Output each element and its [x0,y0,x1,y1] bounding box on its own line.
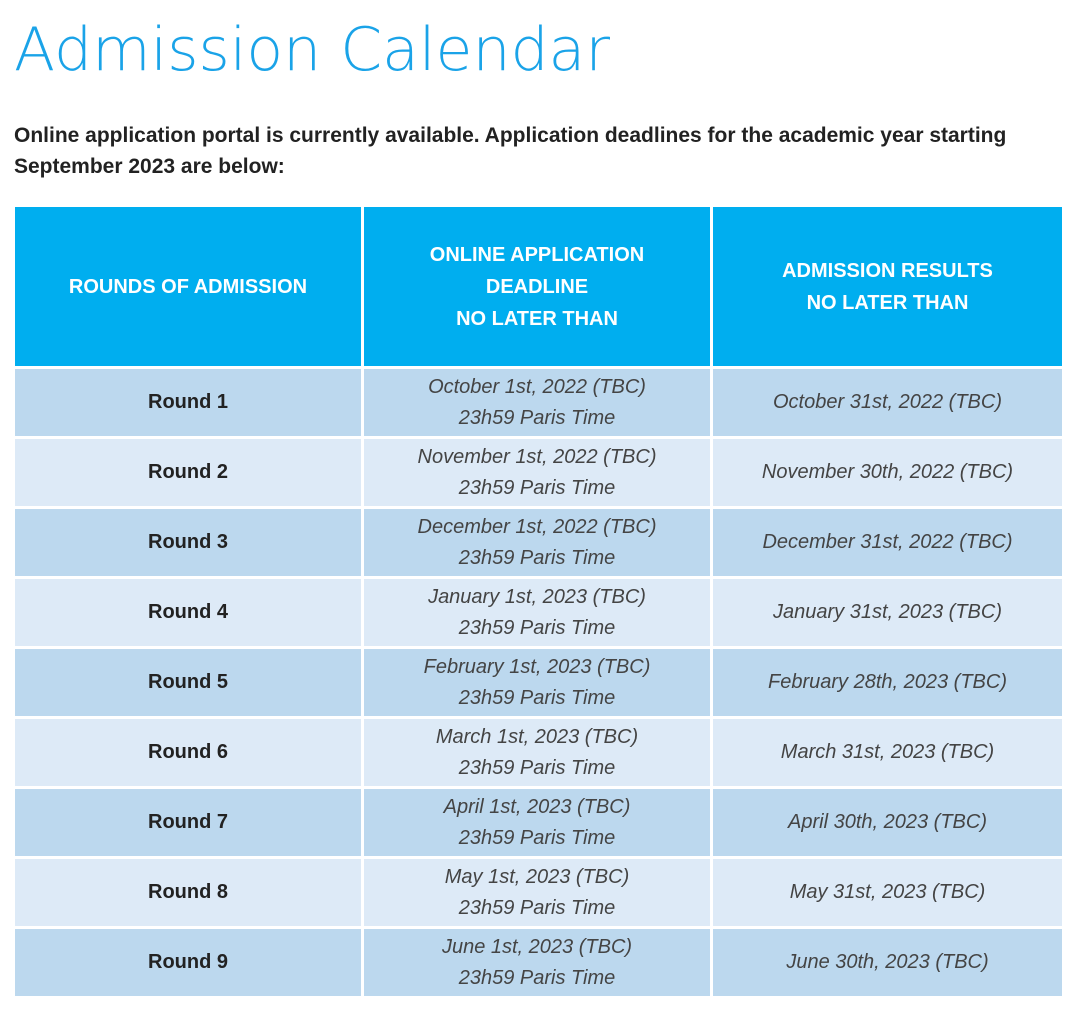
round-name-cell: Round 4 [15,579,361,646]
deadline-time: 23h59 Paris Time [458,616,616,639]
deadline-cell [364,929,710,996]
deadline-date: April 1st, 2023 (TBC) [443,795,631,818]
header-line: NO LATER THAN [456,307,618,330]
deadline-cell [364,579,710,646]
header-line: ADMISSION RESULTS [782,259,993,282]
table-row [15,649,1062,716]
header-row [15,207,1062,366]
result-cell: February 28th, 2023 (TBC) [713,649,1062,716]
page-title: Admission Calendar [14,15,610,85]
deadline-time: 23h59 Paris Time [458,826,616,849]
round-name-cell: Round 2 [15,439,361,506]
table-row [15,719,1062,786]
table-row [15,369,1062,436]
round-name-cell: Round 8 [15,859,361,926]
deadline-date: October 1st, 2022 (TBC) [428,375,646,398]
table-row [15,439,1062,506]
deadline-time: 23h59 Paris Time [458,686,616,709]
table-body [15,369,1062,996]
header-line: NO LATER THAN [806,291,969,314]
table-row [15,789,1062,856]
deadline-date: May 1st, 2023 (TBC) [444,865,630,888]
deadline-cell [364,369,710,436]
deadline-cell [364,509,710,576]
deadline-time: 23h59 Paris Time [458,476,616,499]
result-cell: January 31st, 2023 (TBC) [713,579,1062,646]
deadline-date: March 1st, 2023 (TBC) [435,725,639,748]
deadline-date: November 1st, 2022 (TBC) [417,445,657,468]
intro-text: Online application portal is currently available. Application deadlines for the academic year starting September 2023 are below: [14,124,1007,178]
round-name-cell: Round 6 [15,719,361,786]
table-row [15,929,1062,996]
result-cell: October 31st, 2022 (TBC) [713,369,1062,436]
result-cell: April 30th, 2023 (TBC) [713,789,1062,856]
round-name-cell: Round 1 [15,369,361,436]
deadline-cell [364,719,710,786]
deadline-date: January 1st, 2023 (TBC) [428,585,646,608]
deadline-time: 23h59 Paris Time [458,966,616,989]
deadline-cell [364,439,710,506]
table-row [15,579,1062,646]
deadline-time: 23h59 Paris Time [458,406,616,429]
round-name-cell: Round 5 [15,649,361,716]
deadline-date: December 1st, 2022 (TBC) [417,515,657,538]
table-row [15,509,1062,576]
admission-calendar-table [12,204,1065,999]
result-cell: November 30th, 2022 (TBC) [713,439,1062,506]
deadline-date: February 1st, 2023 (TBC) [423,655,651,678]
result-cell: December 31st, 2022 (TBC) [713,509,1062,576]
round-name-cell: Round 9 [15,929,361,996]
deadline-cell [364,649,710,716]
header-admission-results [713,207,1062,366]
table-row [15,859,1062,926]
round-name-cell: Round 3 [15,509,361,576]
result-cell: March 31st, 2023 (TBC) [713,719,1062,786]
header-line: DEADLINE [485,275,589,298]
deadline-cell [364,859,710,926]
header-online-application-deadline [364,207,710,366]
deadline-date: June 1st, 2023 (TBC) [441,935,633,958]
deadline-cell [364,789,710,856]
header-line: ROUNDS OF ADMISSION [68,275,308,298]
deadline-time: 23h59 Paris Time [458,546,616,569]
result-cell: May 31st, 2023 (TBC) [713,859,1062,926]
header-rounds-of-admission [15,207,361,366]
deadline-time: 23h59 Paris Time [458,896,616,919]
table-header [15,207,1062,366]
header-line: ONLINE APPLICATION [429,243,645,266]
round-name-cell: Round 7 [15,789,361,856]
result-cell: June 30th, 2023 (TBC) [713,929,1062,996]
deadline-time: 23h59 Paris Time [458,756,616,779]
